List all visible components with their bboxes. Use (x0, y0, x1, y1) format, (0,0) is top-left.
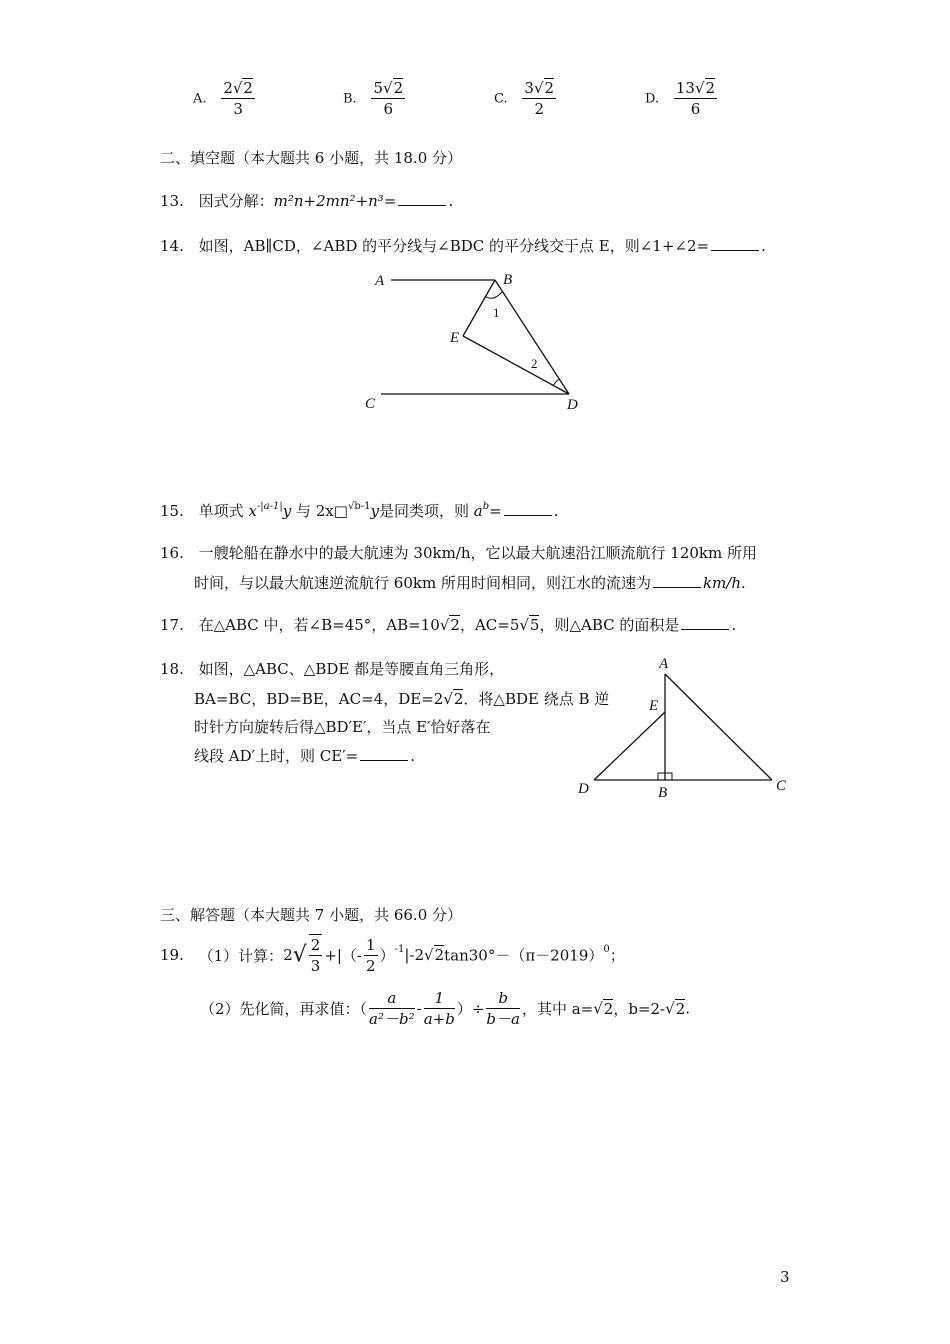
question-14 (160, 235, 766, 256)
answer-blank (504, 514, 552, 516)
question-text: ．将△BDE 绕点 B 逆 (463, 690, 610, 708)
label-d: D (567, 397, 578, 413)
question-text: 是同类项，则 (378, 502, 469, 520)
option-b: B. $\frac{5√2}{6}$ (343, 79, 404, 118)
figure-q14 (355, 262, 595, 422)
question-text: 在△ABC 中，若∠B=45°，AB=10 (198, 616, 440, 634)
coef: 3 (524, 79, 534, 97)
question-18-line3: 时针方向旋转后得△BD′E′，当点 E′恰好落在 (194, 718, 491, 736)
question-text: BA=BC，BD=BE，AC=4，DE=2 (194, 690, 444, 708)
question-17: 17. 在△ABC 中，若∠B=45°，AB=10√2，AC=5√5，则△ABC 的面积是 . (160, 616, 737, 634)
box-glyph: □ (333, 502, 348, 520)
question-end: . (410, 747, 415, 765)
denominator: 6 (383, 100, 394, 118)
radicand: 5 (529, 616, 540, 634)
section-heading-solve: 三、解答题（本大题共 7 小题，共 66.0 分） (160, 906, 463, 924)
expr-part: +|（- (324, 946, 363, 965)
question-18-line2: BA=BC，BD=BE，AC=4，DE=2√2．将△BDE 绕点 B 逆 (194, 690, 610, 708)
question-text: 如图，AB∥CD，∠ABD 的平分线与∠BDC 的平分线交于点 E，则∠1+∠2= (198, 237, 710, 255)
denominator: 2 (366, 956, 376, 975)
question-text: 时间，与以最大航速逆流航行 60km 所用时间相同，则江水的流速为 (194, 574, 651, 592)
question-15: 15. 单项式 $x^{-|a-1|}y$ 与 2x□$^{√b-1}$y是同类项，则 $a^b=$ . (160, 501, 559, 520)
label-angle-1: 1 (493, 305, 500, 320)
answer-blank (398, 204, 446, 206)
figure-q18 (572, 652, 802, 804)
label-d: D (578, 781, 589, 797)
question-16-cont (194, 572, 746, 593)
numerator: b (486, 988, 520, 1009)
denominator: b－a (486, 1010, 520, 1028)
option-letter: D. (645, 91, 660, 107)
radicand: 2 (603, 999, 614, 1018)
label-a: A (659, 656, 669, 672)
option-letter: C. (494, 91, 508, 107)
radicand: 2 (453, 690, 464, 708)
label-b: B (503, 272, 513, 288)
question-end: . (731, 616, 737, 634)
unit: km/h. (702, 574, 746, 592)
var-x: x (248, 502, 257, 520)
numerator: 1 (424, 988, 455, 1009)
denominator: 3 (233, 100, 243, 118)
operator: - (416, 999, 422, 1018)
angle-arc-2 (553, 380, 560, 386)
denominator: 2 (534, 100, 544, 118)
segment-de (594, 712, 665, 780)
expr-part: |-2 (404, 946, 424, 964)
var-y: y (282, 502, 292, 520)
var-b: b (482, 501, 490, 512)
question-18 (160, 658, 504, 679)
label-e: E (450, 330, 460, 346)
question-16 (160, 542, 757, 563)
question-19-part1: 19. （1）计算：2√ $\frac{2}{3}$ +|（- $\frac{1}{2}$ ）$^{-1}|-2√2\tan 30^\circ-(\pi-2019)^0$； (160, 935, 625, 975)
expr-part: ； (609, 946, 625, 965)
question-text: 单项式 (198, 502, 244, 520)
part-label: （1）计算： (198, 946, 284, 965)
radicand: 2 (243, 79, 253, 97)
numerator: a (369, 988, 415, 1009)
operator: ）÷ (456, 1000, 485, 1018)
expr-part: . (685, 999, 691, 1018)
question-text: 与 2x (296, 502, 334, 520)
coef: 2 (223, 79, 233, 97)
denominator: a²－b² (369, 1010, 415, 1028)
question-text: ，则△ABC 的面积是 (539, 616, 680, 634)
coef: 5 (373, 79, 384, 97)
segment-be (463, 280, 495, 336)
question-number: 17. (160, 616, 184, 634)
question-text: 如图，△ABC、△BDE 都是等腰直角三角形， (198, 660, 505, 678)
option-letter: B. (343, 91, 357, 107)
question-number: 13. (160, 192, 184, 210)
coef: 13 (675, 79, 695, 97)
numerator: 1 (366, 935, 376, 954)
label-e: E (649, 698, 659, 714)
exponent: -1 (394, 944, 405, 955)
exponent: -|a-1| (256, 501, 283, 512)
question-number: 16. (160, 544, 184, 562)
numerator: 2 (310, 936, 321, 954)
label-c: C (365, 396, 376, 412)
label-c: C (776, 778, 787, 794)
segment-ac (665, 674, 772, 780)
option-letter: A. (193, 91, 207, 107)
denominator: 3 (310, 957, 321, 975)
radicand: 2 (675, 999, 686, 1018)
question-text: 一艘轮船在静水中的最大航速为 30km/h，它以最大航速沿江顺流航行 120km 所用 (198, 544, 758, 562)
expr-part: tan30°－（π－2019） (444, 946, 604, 965)
radicand: 2 (393, 79, 404, 97)
segment-bd (495, 280, 569, 394)
denominator: 6 (690, 100, 701, 118)
equals: = (489, 502, 502, 520)
radicand: 2 (450, 616, 460, 634)
radicand: 2 (705, 79, 716, 97)
answer-blank (681, 628, 729, 630)
answer-blank (711, 249, 759, 251)
expr-part: ，b=2- (613, 1000, 666, 1018)
question-text: 线段 AD′上时，则 CE′= (194, 747, 359, 765)
exponent: 0 (603, 944, 610, 955)
label-a: A (375, 273, 385, 289)
question-13 (160, 190, 453, 211)
question-number: 14. (160, 237, 184, 255)
denominator: a+b (423, 1010, 455, 1028)
section-heading-fill-blank: 二、填空题（本大题共 6 小题，共 18.0 分） (160, 149, 463, 167)
question-end: . (761, 237, 766, 255)
option-a: A. $\frac{2√2}{3}$ (193, 79, 253, 118)
option-c: C. $\frac{3√2}{2}$ (494, 79, 555, 118)
question-expr: m²n+2mn²+n³= (273, 192, 397, 210)
question-number: 19. (160, 946, 184, 964)
question-end: . (448, 192, 454, 210)
answer-blank (360, 759, 408, 761)
coef: 2 (283, 946, 293, 964)
question-number: 15. (160, 502, 184, 520)
answer-blank (653, 586, 701, 588)
radicand: 2 (544, 79, 555, 97)
part-label: （2）先化简，再求值：（ (200, 1000, 368, 1018)
question-19-part2: （2）先化简，再求值：（ $\frac{a}{\text{a²－b²}}$ - $\frac{1}{a+b}$ ）÷ $\frac{b}{b-a}$ ，其中 a=√2，b=2-√2. (200, 989, 691, 1028)
question-number: 18. (160, 660, 184, 678)
expr-part: ） (379, 946, 395, 965)
question-text: ，AC=5 (459, 616, 520, 634)
question-end: . (553, 502, 559, 520)
label-angle-2: 2 (531, 356, 538, 371)
page-number: 3 (780, 1268, 790, 1286)
question-text: 因式分解： (198, 192, 274, 210)
question-18-line4 (194, 745, 415, 766)
exponent: √b-1 (347, 501, 371, 512)
expr-part: ，其中 a= (521, 1000, 594, 1018)
radicand: 2 (434, 946, 445, 964)
label-b: B (658, 785, 668, 801)
var-a: a (473, 502, 483, 520)
option-d: D. $\frac{13√2}{6}$ (645, 79, 716, 118)
